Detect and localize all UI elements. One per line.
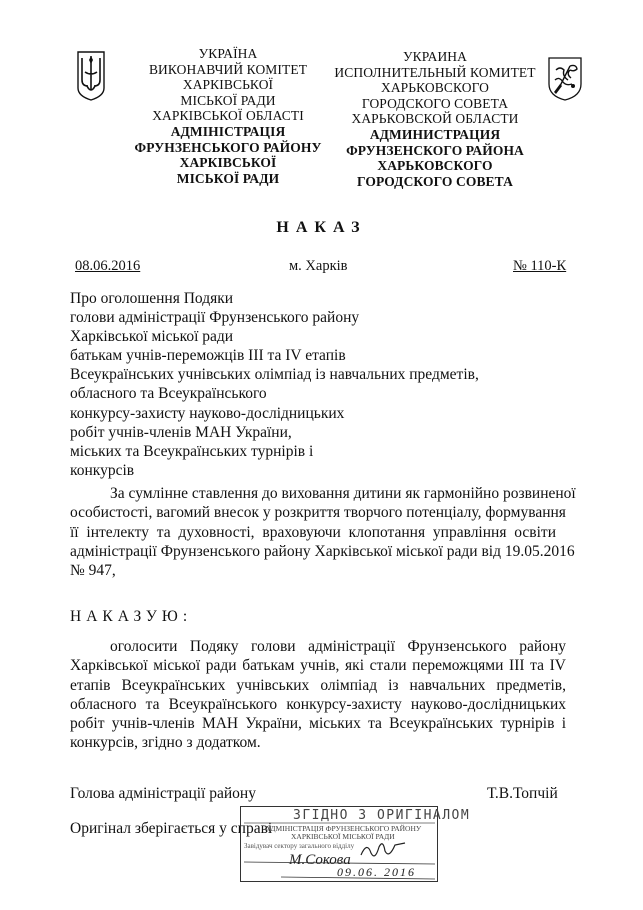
preamble-line: особистості, вагомий внесок у розкриття творчого потенціалу, формування [70, 504, 566, 522]
document-subject [70, 289, 479, 480]
header-left-bold-line: ХАРКІВСЬКОЇ [179, 155, 277, 171]
stamp-title: ЗГІДНО З ОРИГІНАЛОМ [293, 808, 471, 823]
header-left-line: ХАРКІВСЬКОЇ ОБЛАСТІ [152, 108, 304, 124]
order-line: етапів Всеукраїнських учнівських олімпіад із навчальних предметів, [70, 676, 566, 694]
certification-stamp [240, 806, 471, 882]
order-heading: НАКАЗУЮ: [70, 608, 193, 625]
preamble-line: № 947, [70, 562, 116, 580]
original-stored-note: Оригінал зберігається у справі [70, 820, 273, 837]
header-right-bold-line: ФРУНЗЕНСКОГО РАЙОНА [346, 142, 524, 158]
header-left-ukrainian [118, 46, 338, 186]
header-left-line: ХАРКІВСЬКОЇ [182, 77, 274, 93]
order-paragraph [70, 637, 566, 753]
ukraine-trident-emblem-icon [76, 50, 106, 102]
preamble-line: За сумлінне ставлення до виховання дитини як гармонійно розвиненої [110, 485, 576, 502]
header-right-bold-line: ХАРЬКОВСКОГО [377, 158, 493, 174]
document-date: 08.06.2016 [75, 258, 141, 274]
header-right-bold-line: ГОРОДСКОГО СОВЕТА [357, 173, 513, 189]
subject-line: робіт учнів-членів МАН України, [70, 423, 292, 441]
handwritten-signature [359, 837, 409, 863]
subject-line: конкурсу-захисту науково-дослідницьких [70, 404, 345, 422]
order-line: обласного та Всеукраїнського конкурсу-захисту науково-дослідницьких [70, 695, 566, 713]
header-right-bold-line: АДМИНИСТРАЦИЯ [369, 126, 501, 142]
preamble-line: адміністрації Фрунзенського району Харківської міської ради від 19.05.2016 [70, 542, 575, 560]
subject-line: Всеукраїнських учнівських олімпіад із навчальних предметів, [70, 366, 479, 384]
header-left-line: УКРАЇНА [198, 46, 258, 61]
stamp-org-line: АДМІНІСТРАЦІЯ ФРУНЗЕНСЬКОГО РАЙОНУ [265, 824, 422, 833]
preamble-line: її інтелекту та духовності, враховуючи клопотання управління освіти [70, 523, 556, 541]
subject-line: конкурсів [70, 461, 135, 479]
header-left-bold-line: АДМІНІСТРАЦІЯ [170, 123, 286, 139]
subject-line: Про оголошення Подяки [70, 290, 234, 307]
order-line: конкурсів, згідно з додатком. [70, 734, 261, 752]
header-right-line: ХАРЬКОВСКОГО [380, 80, 490, 96]
stamp-signature-name: М.Сокова [289, 852, 351, 868]
order-line: оголосити Подяку голови адміністрації Фрунзенського району [110, 638, 566, 655]
header-right-russian [325, 49, 545, 189]
document-city: м. Харків [289, 258, 348, 274]
header-left-line: МІСЬКОЇ РАДИ [180, 92, 276, 108]
preamble-paragraph [70, 484, 576, 580]
header-right-line: ИСПОЛНИТЕЛЬНЫЙ КОМИТЕТ [334, 64, 536, 80]
stamp-org-line: ХАРКІВСЬКОЇ МІСЬКОЇ РАДИ [291, 832, 395, 841]
header-left-bold-line: ФРУНЗЕНСЬКОГО РАЙОНУ [134, 139, 322, 155]
subject-line: Харківської міської ради [70, 328, 234, 346]
order-line: Харківської міської ради батькам учнів, які стали переможцями ІІІ та ІV [70, 657, 566, 675]
signatory-role: Голова адміністрації району [70, 785, 256, 802]
subject-line: міських та Всеукраїнських турнірів і [70, 442, 314, 460]
stamp-position-text: Завідувач сектору загального відділу [244, 842, 355, 850]
kharkiv-city-coat-of-arms-icon [546, 56, 584, 102]
subject-line: батькам учнів-переможців ІІІ та ІV етапів [70, 347, 346, 365]
header-left-line: ВИКОНАВЧИЙ КОМІТЕТ [148, 61, 308, 77]
subject-line: обласного та Всеукраїнського [70, 385, 267, 403]
header-right-line: УКРАИНА [402, 49, 468, 64]
signatory-name: Т.В.Топчій [487, 785, 558, 802]
header-right-line: ГОРОДСКОГО СОВЕТА [361, 95, 509, 111]
stamp-date: 09.06. 2016 [337, 865, 416, 879]
subject-line: голови адміністрації Фрунзенського району [70, 309, 360, 327]
order-line: робіт учнів-членів МАН України, міських та Всеукраїнських турнірів і [70, 715, 566, 733]
document-title: НАКАЗ [276, 219, 367, 236]
document-number: № 110-К [513, 258, 567, 274]
header-left-bold-line: МІСЬКОЇ РАДИ [176, 170, 280, 186]
header-right-line: ХАРЬКОВСКОЙ ОБЛАСТИ [351, 111, 519, 127]
